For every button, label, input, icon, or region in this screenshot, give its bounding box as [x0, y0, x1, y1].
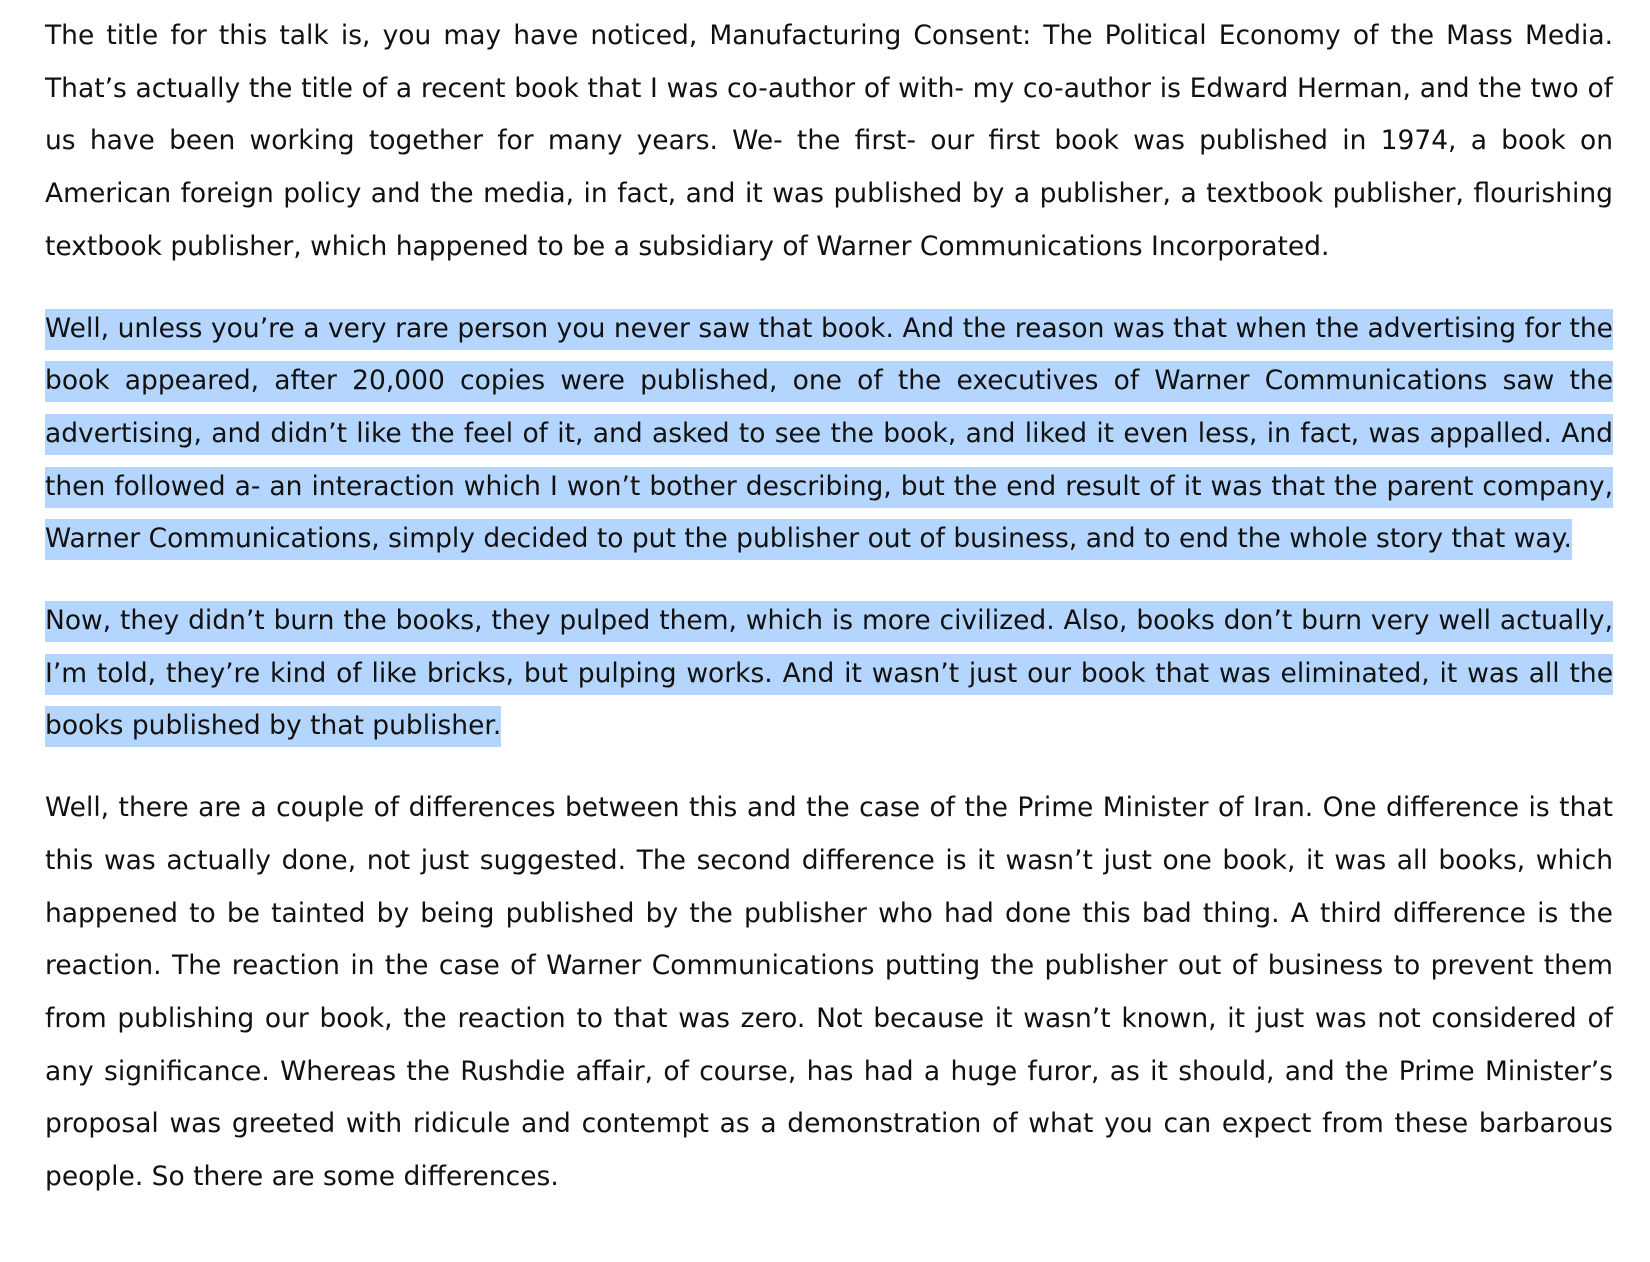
paragraph-3-selected[interactable]: [45, 595, 1613, 753]
paragraph-1-text[interactable]: The title for this talk is, you may have noticed, Manufacturing Consent: The Political Economy of the Mass Media. That’s actually the title of a recent book that I was co-author of with- my co-author is Edward Herman, and the two of us have been working together for many years. We- the first- our first book was published in 1974, a book on American foreign policy and the media, in fact, and it was published by a publisher, a textbook publisher, flourishing textbook publisher, which happened to be a subsidiary of Warner Communications Incorporated.: [45, 20, 1613, 262]
paragraph-4[interactable]: [45, 782, 1613, 1204]
paragraph-3-text[interactable]: Now, they didn’t burn the books, they pulped them, which is more civilized. Also, books don’t burn very well actually, I’m told, they’re kind of like bricks, but pulping works. And it wasn’t just our book that was eliminated, it was all the books published by that publisher.: [45, 601, 1613, 747]
paragraph-1[interactable]: [45, 10, 1613, 274]
paragraph-4-text[interactable]: Well, there are a couple of differences between this and the case of the Prime Minister of Iran. One difference is that this was actually done, not just suggested. The second difference is it wasn’t just one book, it was all books, which happened to be tainted by being published by the publisher who had done this bad thing. A third difference is the reaction. The reaction in the case of Warner Communications putting the publisher out of business to prevent them from publishing our book, the reaction to that was zero. Not because it wasn’t known, it just was not considered of any significance. Whereas the Rushdie affair, of course, has had a huge furor, as it should, and the Prime Minister’s proposal was greeted with ridicule and contempt as a demonstration of what you can expect from these barbarous people. So there are some differences.: [45, 792, 1613, 1193]
paragraph-2-text[interactable]: Well, unless you’re a very rare person you never saw that book. And the reason was that when the advertising for the book appeared, after 20,000 copies were published, one of the executives of Warner Communications saw the advertising, and didn’t like the feel of it, and asked to see the book, and liked it even less, in fact, was appalled. And then followed a- an interaction which I won’t bother describing, but the end result of it was that the parent company, Warner Communications, simply decided to put the publisher out of business, and to end the whole story that way.: [45, 309, 1613, 561]
document-body: [45, 10, 1613, 1233]
paragraph-2-selected[interactable]: [45, 303, 1613, 567]
